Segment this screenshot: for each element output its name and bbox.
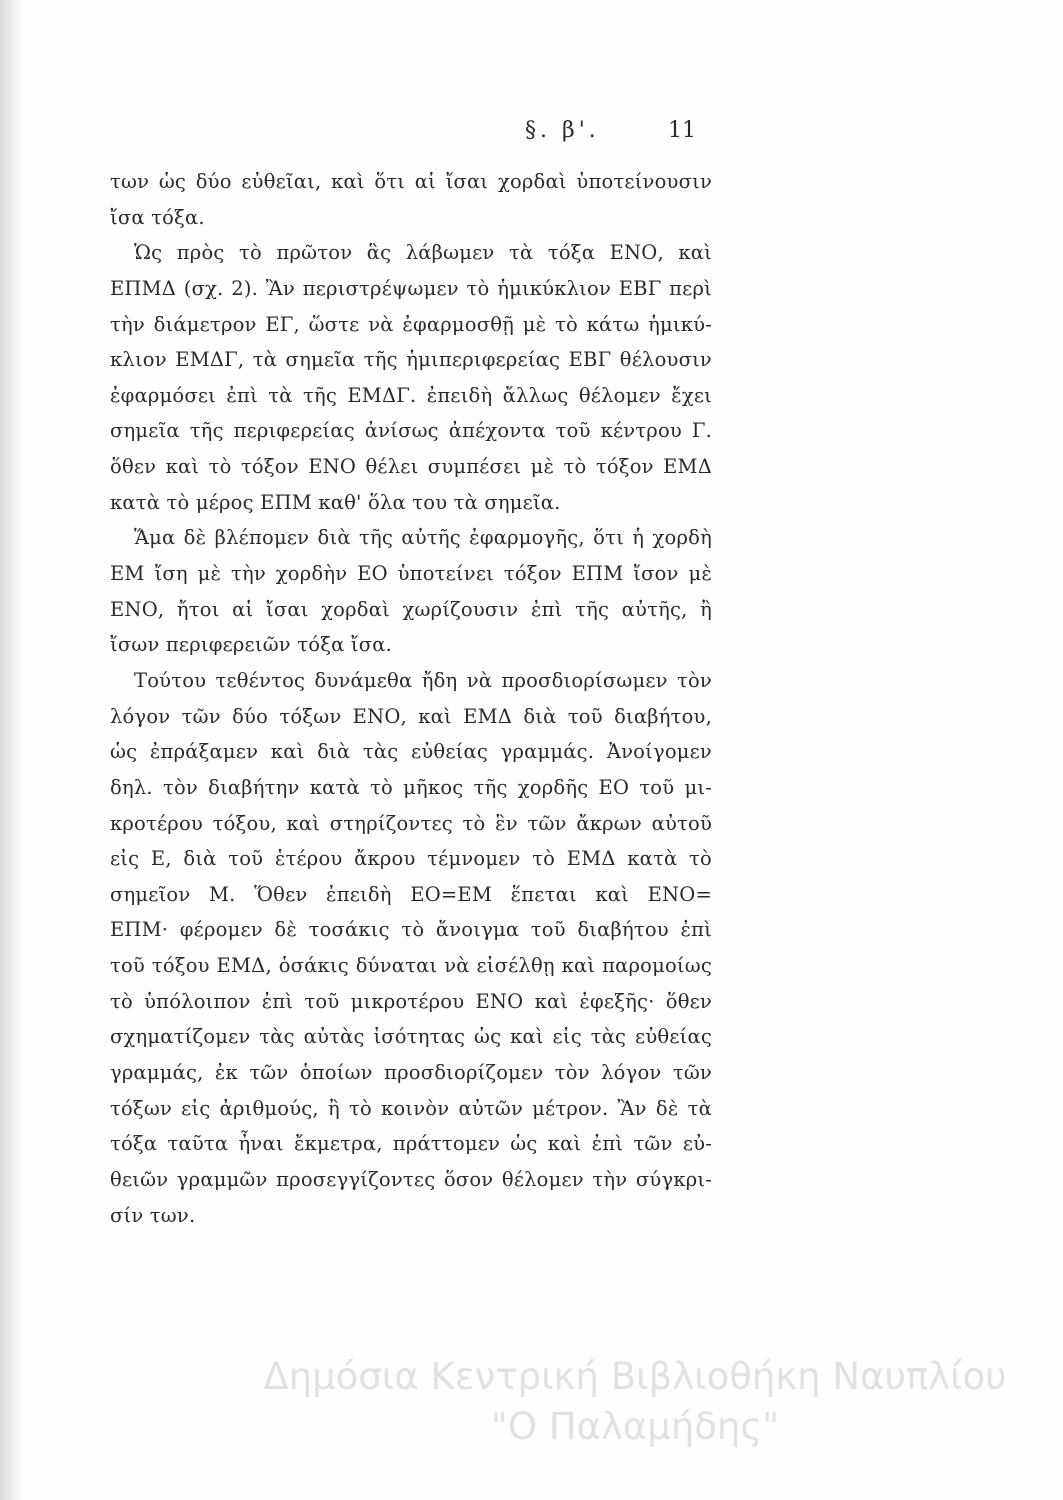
text-line: σίν των. (110, 1203, 196, 1227)
text-line: κλιον ΕΜΔΓ, τὰ σημεῖα τῆς ἡμιπεριφερείας ΕΒΓ θέλουσιν (110, 348, 712, 372)
page-gutter-shadow (0, 0, 22, 1500)
text-line: τοῦ τόξου ΕΜΔ, ὁσάκις δύναται νὰ εἰσέλθῃ καὶ παρομοίως (110, 954, 712, 978)
text-line: τόξα ταῦτα ἦναι ἔκμετρα, πράττομεν ὡς καὶ ἐπὶ τῶν εὐ- (110, 1132, 712, 1156)
section-mark: §. β'. (525, 118, 600, 143)
text-line: κατὰ τὸ μέρος ΕΠΜ καθ' ὅλα του τὰ σημεῖα. (110, 490, 561, 514)
text-line: ὡς ἐπράξαμεν καὶ διὰ τὰς εὐθείας γραμμάς. Ἀνοίγομεν (110, 740, 712, 764)
running-head (0, 110, 1063, 150)
text-line: γραμμάς, ἐκ τῶν ὁποίων προσδιορίζομεν τὸν λόγον τῶν (110, 1061, 712, 1085)
text-line: σημεῖον Μ. Ὅθεν ἐπειδὴ ΕΟ=ΕΜ ἕπεται καὶ ΕΝΟ= (110, 882, 712, 906)
watermark-line: "Ο Παλαμήδης" (490, 1405, 780, 1448)
text-line: δηλ. τὸν διαβήτην κατὰ τὸ μῆκος τῆς χορδῆς ΕΟ τοῦ μι- (110, 775, 712, 799)
text-line: τὸ ὑπόλοιπον ἐπὶ τοῦ μικροτέρου ΕΝΟ καὶ ἐφεξῆς· ὅθεν (110, 989, 712, 1013)
text-line: λόγον τῶν δύο τόξων ΕΝΟ, καὶ ΕΜΔ διὰ τοῦ διαβήτου, (110, 704, 712, 728)
text-line: τὴν διάμετρον ΕΓ, ὥστε νὰ ἐφαρμοσθῇ μὲ τὸ κάτω ἡμικύ- (110, 312, 712, 336)
text-line: ἐφαρμόσει ἐπὶ τὰ τῆς ΕΜΔΓ. ἐπειδὴ ἄλλως θέλομεν ἔχει (110, 383, 712, 407)
text-line: ὅθεν καὶ τὸ τόξον ΕΝΟ θέλει συμπέσει μὲ τὸ τόξον ΕΜΔ (110, 455, 712, 479)
text-line: ΕΜ ἴση μὲ τὴν χορδὴν ΕΟ ὑποτείνει τόξον ΕΠΜ ἴσον μὲ (110, 562, 712, 586)
text-line: θειῶν γραμμῶν προσεγγίζοντες ὅσον θέλομεν τὴν σύγκρι- (110, 1167, 712, 1191)
text-line: ἴσων περιφερειῶν τόξα ἴσα. (110, 633, 393, 657)
page-number: 11 (668, 118, 696, 143)
library-watermark (240, 1352, 1030, 1452)
text-line: κροτέρου τόξου, καὶ στηρίζοντες τὸ ἓν τῶν ἄκρων αὐτοῦ (110, 811, 712, 835)
text-line: ΕΠΜΔ (σχ. 2). Ἂν περιστρέψωμεν τὸ ἡμικύκλιον ΕΒΓ περὶ (110, 276, 712, 300)
watermark-line: Δημόσια Κεντρική Βιβλιοθήκη Ναυπλίου (263, 1355, 1007, 1398)
body-text (110, 164, 712, 1233)
text-line: ἴσα τόξα. (110, 205, 205, 229)
paragraph-start-line: Ὡς πρὸς τὸ πρῶτον ἃς λάβωμεν τὰ τόξα ΕΝΟ, καὶ (134, 241, 712, 265)
text-line: σχηματίζομεν τὰς αὐτὰς ἰσότητας ὡς καὶ εἰς τὰς εὐθείας (110, 1025, 712, 1049)
text-line: εἰς Ε, διὰ τοῦ ἑτέρου ἄκρου τέμνομεν τὸ ΕΜΔ κατὰ τὸ (110, 847, 712, 871)
text-line: τόξων εἰς ἀριθμούς, ἢ τὸ κοινὸν αὐτῶν μέτρον. Ἂν δὲ τὰ (110, 1096, 712, 1120)
text-line: σημεῖα τῆς περιφερείας ἀνίσως ἀπέχοντα τοῦ κέντρου Γ. (110, 419, 712, 443)
text-line: των ὡς δύο εὐθεῖαι, καὶ ὅτι αἱ ἴσαι χορδαὶ ὑποτείνουσιν (110, 170, 712, 193)
paragraph-start-line: Τούτου τεθέντος δυνάμεθα ἤδη νὰ προσδιορίσωμεν τὸν (134, 668, 712, 692)
text-line: ΕΠΜ· φέρομεν δὲ τοσάκις τὸ ἄνοιγμα τοῦ διαβήτου ἐπὶ (110, 918, 712, 942)
paragraph-start-line: Ἅμα δὲ βλέπομεν διὰ τῆς αὐτῆς ἐφαρμογῆς, ὅτι ἡ χορδὴ (134, 526, 712, 550)
text-line: ΕΝΟ, ἤτοι αἱ ἴσαι χορδαὶ χωρίζουσιν ἐπὶ τῆς αὐτῆς, ἢ (110, 597, 712, 621)
